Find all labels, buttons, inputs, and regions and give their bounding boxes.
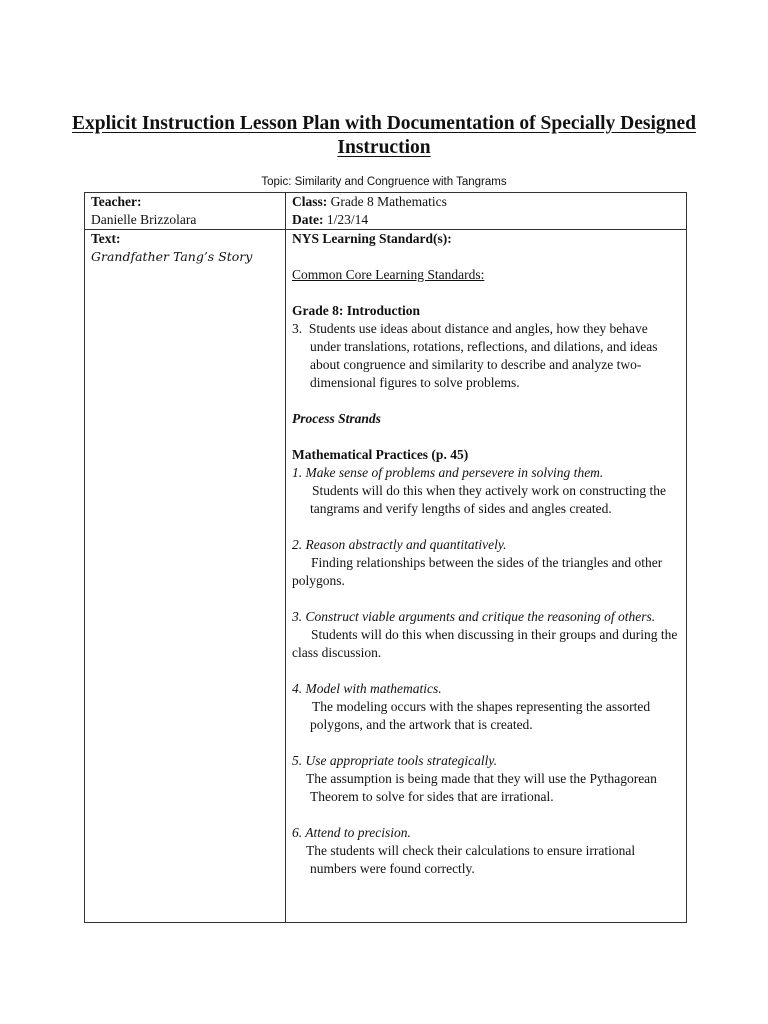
- grade-heading: Grade 8: Introduction: [292, 303, 421, 318]
- practices-heading: Mathematical Practices (p. 45): [292, 447, 469, 462]
- practice-3-desc: Students will do this when discussing in their groups and during the class discussion.: [292, 627, 678, 660]
- lesson-plan-table: [84, 192, 687, 923]
- teacher-name: Danielle Brizzolara: [91, 212, 197, 227]
- practice-1-title: 1. Make sense of problems and persevere in solving them.: [292, 465, 604, 480]
- standards-heading: NYS Learning Standard(s):: [292, 231, 452, 246]
- practice-1-desc: Students will do this when they actively work on constructing the tangrams and verify lengths of sides and angles created.: [310, 483, 666, 516]
- practice-2-title: 2. Reason abstractly and quantitatively.: [292, 537, 507, 552]
- standards-cell: [286, 230, 687, 923]
- teacher-cell: [85, 193, 286, 230]
- grade-standard-item: [292, 320, 680, 392]
- practice-4-title: 4. Model with mathematics.: [292, 681, 442, 696]
- text-label: Text:: [91, 231, 121, 246]
- practice-3-title: 3. Construct viable arguments and critique the reasoning of others.: [292, 609, 656, 624]
- practice-2-desc: Finding relationships between the sides of the triangles and other polygons.: [292, 555, 663, 588]
- class-label: Class:: [292, 194, 328, 209]
- practice-5-desc: The assumption is being made that they will use the Pythagorean Theorem to solve for sides that are irrational.: [306, 771, 657, 804]
- table-row-teacher-class: [85, 193, 687, 230]
- table-row-text-standards: [85, 230, 687, 923]
- text-title: Grandfather Tang’s Story: [91, 249, 253, 264]
- grade-item-text: Students use ideas about distance and angles, how they behave under translations, rotations, reflections, and dilations, and ideas about congruence and similarity to describe and analyze two-dimensional figures to solve problems.: [308, 321, 658, 390]
- practice-5-title: 5. Use appropriate tools strategically.: [292, 753, 497, 768]
- class-date-cell: [286, 193, 687, 230]
- ccls-heading: Common Core Learning Standards:: [292, 267, 485, 282]
- text-cell: [85, 230, 286, 923]
- date-value: 1/23/14: [326, 212, 369, 227]
- class-value: Grade 8 Mathematics: [330, 194, 447, 209]
- process-strands-heading: Process Strands: [292, 411, 381, 426]
- teacher-label: Teacher:: [91, 194, 142, 209]
- date-label: Date:: [292, 212, 324, 227]
- practice-6-desc: The students will check their calculations to ensure irrational numbers were found correctly.: [306, 843, 636, 876]
- practice-4-desc: The modeling occurs with the shapes representing the assorted polygons, and the artwork that is created.: [310, 699, 651, 732]
- topic-line: Topic: Similarity and Congruence with Tangrams: [261, 176, 507, 188]
- practice-6-title: 6. Attend to precision.: [292, 825, 411, 840]
- grade-item-number: 3.: [292, 321, 303, 336]
- page-title: Explicit Instruction Lesson Plan with Documentation of Specially Designed Instruction: [71, 113, 697, 158]
